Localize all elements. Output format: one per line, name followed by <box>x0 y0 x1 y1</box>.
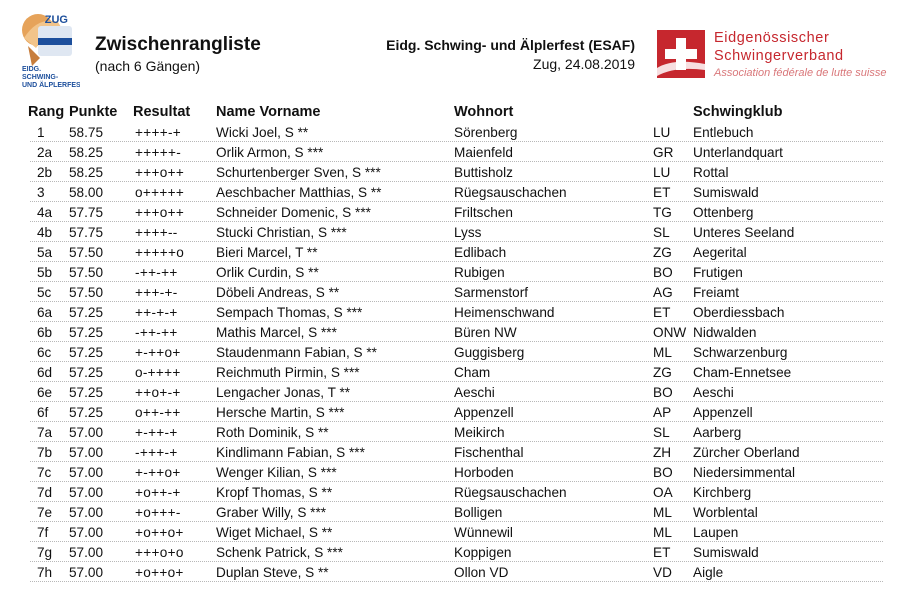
cell-name: Stucki Christian, S *** <box>216 225 347 240</box>
cell-resultat: o+++++ <box>135 185 185 200</box>
cell-kanton: ZG <box>653 245 672 260</box>
association-name-line1: Eidgenössischer <box>714 30 830 46</box>
cell-resultat: -+++-+ <box>135 445 178 460</box>
svg-text:UND ÄLPLERFEST: UND ÄLPLERFEST <box>22 82 80 89</box>
esaf-logo <box>18 8 80 90</box>
cell-kanton: ET <box>653 545 671 560</box>
cell-wohnort: Appenzell <box>454 405 514 420</box>
cell-name: Schneider Domenic, S *** <box>216 205 371 220</box>
row-divider <box>30 501 883 502</box>
cell-rang: 3 <box>37 185 45 200</box>
cell-rang: 7h <box>37 565 53 580</box>
cell-kanton: BO <box>653 385 673 400</box>
cell-schwingklub: Worblental <box>693 505 758 520</box>
table-row <box>0 543 900 563</box>
table-row <box>0 223 900 243</box>
event-name: Eidg. Schwing- und Älplerfest (ESAF) <box>386 37 635 53</box>
cell-punkte: 57.75 <box>69 225 104 240</box>
cell-resultat: ++o+-+ <box>135 385 181 400</box>
row-divider <box>30 461 883 462</box>
row-divider <box>30 521 883 522</box>
cell-wohnort: Fischenthal <box>454 445 524 460</box>
cell-kanton: VD <box>653 565 672 580</box>
cell-resultat: -++-++ <box>135 325 178 340</box>
row-divider <box>30 341 883 342</box>
cell-wohnort: Rüegsauschachen <box>454 185 567 200</box>
cell-kanton: ML <box>653 525 672 540</box>
cell-rang: 7e <box>37 505 53 520</box>
table-row <box>0 403 900 423</box>
association-logo <box>655 28 895 84</box>
cell-resultat: +o++o+ <box>135 565 184 580</box>
row-divider <box>30 381 883 382</box>
cell-kanton: ONW <box>653 325 687 340</box>
cell-name: Schurtenberger Sven, S *** <box>216 165 381 180</box>
association-name-fr: Association fédérale de lutte suisse <box>714 67 887 79</box>
table-row <box>0 363 900 383</box>
cell-resultat: +++o+o <box>135 545 184 560</box>
cell-resultat: +-++o+ <box>135 345 181 360</box>
cell-schwingklub: Aegerital <box>693 245 747 260</box>
cell-schwingklub: Rottal <box>693 165 729 180</box>
table-row <box>0 423 900 443</box>
cell-name: Schenk Patrick, S *** <box>216 545 343 560</box>
cell-name: Hersche Martin, S *** <box>216 405 345 420</box>
row-divider <box>30 541 883 542</box>
cell-schwingklub: Niedersimmental <box>693 465 795 480</box>
cell-rang: 4a <box>37 205 53 220</box>
cell-kanton: BO <box>653 465 673 480</box>
cell-schwingklub: Aeschi <box>693 385 734 400</box>
cell-kanton: OA <box>653 485 673 500</box>
cell-name: Wicki Joel, S ** <box>216 125 309 140</box>
cell-name: Duplan Steve, S ** <box>216 565 329 580</box>
cell-punkte: 57.00 <box>69 485 104 500</box>
row-divider <box>30 161 883 162</box>
row-divider <box>30 221 883 222</box>
table-row <box>0 263 900 283</box>
cell-schwingklub: Nidwalden <box>693 325 757 340</box>
row-divider <box>30 281 883 282</box>
cell-name: Kindlimann Fabian, S *** <box>216 445 365 460</box>
event-date: Zug, 24.08.2019 <box>533 56 635 72</box>
cell-resultat: +-++o+ <box>135 465 181 480</box>
cell-rang: 7g <box>37 545 53 560</box>
cell-kanton: ET <box>653 305 671 320</box>
cell-rang: 6b <box>37 325 53 340</box>
cell-rang: 5a <box>37 245 53 260</box>
cell-schwingklub: Aarberg <box>693 425 742 440</box>
cell-kanton: ML <box>653 505 672 520</box>
cell-kanton: AG <box>653 285 673 300</box>
cell-rang: 7b <box>37 445 53 460</box>
cell-name: Staudenmann Fabian, S ** <box>216 345 377 360</box>
cell-punkte: 57.50 <box>69 285 104 300</box>
cell-wohnort: Sörenberg <box>454 125 518 140</box>
cell-resultat: ++++-- <box>135 225 178 240</box>
cell-schwingklub: Schwarzenburg <box>693 345 788 360</box>
cell-name: Wiget Michael, S ** <box>216 525 333 540</box>
table-row <box>0 163 900 183</box>
cell-wohnort: Guggisberg <box>454 345 525 360</box>
cell-rang: 7c <box>37 465 52 480</box>
table-row <box>0 523 900 543</box>
cell-schwingklub: Unterlandquart <box>693 145 783 160</box>
cell-kanton: GR <box>653 145 674 160</box>
cell-schwingklub: Freiamt <box>693 285 740 300</box>
cell-punkte: 57.00 <box>69 565 104 580</box>
cell-rang: 6a <box>37 305 53 320</box>
cell-wohnort: Aeschi <box>454 385 495 400</box>
table-row <box>0 203 900 223</box>
cell-name: Döbeli Andreas, S ** <box>216 285 340 300</box>
cell-resultat: o-++++ <box>135 365 181 380</box>
table-header <box>0 101 900 123</box>
cell-punkte: 57.25 <box>69 365 104 380</box>
col-resultat: Resultat <box>133 104 191 120</box>
cell-punkte: 57.25 <box>69 385 104 400</box>
cell-wohnort: Koppigen <box>454 545 512 560</box>
cell-name: Graber Willy, S *** <box>216 505 327 520</box>
cell-kanton: ZH <box>653 445 672 460</box>
page-title: Zwischenrangliste <box>95 34 261 55</box>
col-name: Name Vorname <box>216 104 321 120</box>
cell-schwingklub: Aigle <box>693 565 724 580</box>
cell-kanton: LU <box>653 125 671 140</box>
cell-name: Aeschbacher Matthias, S ** <box>216 185 382 200</box>
cell-resultat: ++-+-+ <box>135 305 178 320</box>
cell-wohnort: Wünnewil <box>454 525 513 540</box>
cell-wohnort: Horboden <box>454 465 514 480</box>
cell-schwingklub: Oberdiessbach <box>693 305 785 320</box>
cell-wohnort: Buttisholz <box>454 165 513 180</box>
row-divider <box>30 441 883 442</box>
cell-wohnort: Lyss <box>454 225 482 240</box>
row-divider <box>30 481 883 482</box>
col-wohnort: Wohnort <box>454 104 514 120</box>
cell-resultat: +o+++- <box>135 505 181 520</box>
cell-rang: 7a <box>37 425 53 440</box>
cell-resultat: +++-+- <box>135 285 178 300</box>
cell-wohnort: Rubigen <box>454 265 505 280</box>
cell-name: Orlik Curdin, S ** <box>216 265 319 280</box>
table-row <box>0 143 900 163</box>
cell-rang: 2b <box>37 165 53 180</box>
cell-kanton: AP <box>653 405 672 420</box>
cell-punkte: 58.75 <box>69 125 104 140</box>
cell-wohnort: Edlibach <box>454 245 507 260</box>
cell-rang: 4b <box>37 225 53 240</box>
cell-wohnort: Cham <box>454 365 491 380</box>
cell-resultat: +o++o+ <box>135 525 184 540</box>
cell-punkte: 57.00 <box>69 465 104 480</box>
cell-name: Mathis Marcel, S *** <box>216 325 337 340</box>
row-divider <box>30 181 883 182</box>
row-divider <box>30 401 883 402</box>
cell-resultat: ++++-+ <box>135 125 182 140</box>
ranking-table <box>0 101 900 583</box>
cell-schwingklub: Laupen <box>693 525 739 540</box>
cell-resultat: +++o++ <box>135 205 185 220</box>
cell-name: Lengacher Jonas, T ** <box>216 385 351 400</box>
cell-name: Wenger Kilian, S *** <box>216 465 337 480</box>
cell-wohnort: Ollon VD <box>454 565 509 580</box>
cell-rang: 2a <box>37 145 53 160</box>
cell-name: Roth Dominik, S ** <box>216 425 329 440</box>
association-name-line2: Schwingerverband <box>714 48 844 64</box>
cell-rang: 6c <box>37 345 52 360</box>
svg-text:ZUG: ZUG <box>44 14 68 26</box>
cell-kanton: SL <box>653 225 670 240</box>
cell-kanton: SL <box>653 425 670 440</box>
table-row <box>0 503 900 523</box>
table-row <box>0 243 900 263</box>
row-divider <box>30 421 883 422</box>
cell-resultat: +++++- <box>135 145 182 160</box>
cell-punkte: 57.00 <box>69 545 104 560</box>
row-divider <box>30 321 883 322</box>
row-divider <box>30 201 883 202</box>
row-divider <box>30 241 883 242</box>
page-subtitle: (nach 6 Gängen) <box>95 58 201 74</box>
table-row <box>0 323 900 343</box>
cell-schwingklub: Appenzell <box>693 405 753 420</box>
cell-resultat: +++++o <box>135 245 185 260</box>
row-divider <box>30 301 883 302</box>
table-row <box>0 483 900 503</box>
cell-rang: 6d <box>37 365 53 380</box>
row-divider <box>30 261 883 262</box>
cell-resultat: +-++-+ <box>135 425 178 440</box>
cell-wohnort: Büren NW <box>454 325 517 340</box>
cell-wohnort: Rüegsauschachen <box>454 485 567 500</box>
col-punkte: Punkte <box>69 104 118 120</box>
table-row <box>0 443 900 463</box>
cell-punkte: 57.75 <box>69 205 104 220</box>
cell-name: Sempach Thomas, S *** <box>216 305 363 320</box>
row-divider <box>30 561 883 562</box>
cell-rang: 6f <box>37 405 49 420</box>
cell-wohnort: Sarmenstorf <box>454 285 529 300</box>
swiss-cross-icon <box>655 28 707 80</box>
cell-name: Kropf Thomas, S ** <box>216 485 333 500</box>
cell-wohnort: Heimenschwand <box>454 305 555 320</box>
cell-wohnort: Friltschen <box>454 205 513 220</box>
cell-rang: 5b <box>37 265 53 280</box>
table-body <box>0 123 900 583</box>
cell-rang: 1 <box>37 125 45 140</box>
cell-schwingklub: Sumiswald <box>693 185 759 200</box>
row-divider <box>30 361 883 362</box>
table-row <box>0 463 900 483</box>
cell-schwingklub: Kirchberg <box>693 485 752 500</box>
cell-punkte: 57.00 <box>69 525 104 540</box>
table-row <box>0 303 900 323</box>
cell-kanton: TG <box>653 205 672 220</box>
cell-punkte: 57.25 <box>69 325 104 340</box>
cell-schwingklub: Cham-Ennetsee <box>693 365 792 380</box>
cell-kanton: ET <box>653 185 671 200</box>
table-row <box>0 283 900 303</box>
cell-schwingklub: Ottenberg <box>693 205 754 220</box>
cell-punkte: 57.00 <box>69 505 104 520</box>
cell-kanton: LU <box>653 165 671 180</box>
cell-schwingklub: Unteres Seeland <box>693 225 795 240</box>
cell-kanton: ZG <box>653 365 672 380</box>
cell-punkte: 57.25 <box>69 305 104 320</box>
cell-wohnort: Meikirch <box>454 425 505 440</box>
table-row <box>0 123 900 143</box>
cell-rang: 6e <box>37 385 53 400</box>
cell-punkte: 57.00 <box>69 445 104 460</box>
cell-wohnort: Bolligen <box>454 505 503 520</box>
cell-schwingklub: Zürcher Oberland <box>693 445 800 460</box>
cell-punkte: 57.00 <box>69 425 104 440</box>
row-divider <box>30 141 883 142</box>
cell-kanton: BO <box>653 265 673 280</box>
cell-resultat: -++-++ <box>135 265 178 280</box>
cell-punkte: 58.25 <box>69 165 104 180</box>
cell-name: Orlik Armon, S *** <box>216 145 324 160</box>
col-rang: Rang <box>28 104 65 120</box>
svg-text:SCHWING-: SCHWING- <box>22 74 59 81</box>
svg-text:EIDG.: EIDG. <box>22 66 42 73</box>
cell-schwingklub: Frutigen <box>693 265 743 280</box>
cell-punkte: 57.50 <box>69 265 104 280</box>
table-row <box>0 343 900 363</box>
cell-rang: 5c <box>37 285 52 300</box>
row-divider <box>30 581 883 582</box>
cell-resultat: +o++-+ <box>135 485 181 500</box>
cell-schwingklub: Sumiswald <box>693 545 759 560</box>
table-row <box>0 183 900 203</box>
cell-schwingklub: Entlebuch <box>693 125 754 140</box>
cell-wohnort: Maienfeld <box>454 145 513 160</box>
cell-resultat: +++o++ <box>135 165 185 180</box>
cell-punkte: 57.25 <box>69 405 104 420</box>
cell-resultat: o++-++ <box>135 405 181 420</box>
cell-punkte: 58.25 <box>69 145 104 160</box>
cell-kanton: ML <box>653 345 672 360</box>
cell-punkte: 58.00 <box>69 185 104 200</box>
table-row <box>0 383 900 403</box>
cell-rang: 7f <box>37 525 49 540</box>
table-row <box>0 563 900 583</box>
cell-name: Bieri Marcel, T ** <box>216 245 318 260</box>
cell-name: Reichmuth Pirmin, S *** <box>216 365 360 380</box>
cell-rang: 7d <box>37 485 53 500</box>
cell-punkte: 57.50 <box>69 245 104 260</box>
col-schwingklub: Schwingklub <box>693 104 783 120</box>
cell-punkte: 57.25 <box>69 345 104 360</box>
